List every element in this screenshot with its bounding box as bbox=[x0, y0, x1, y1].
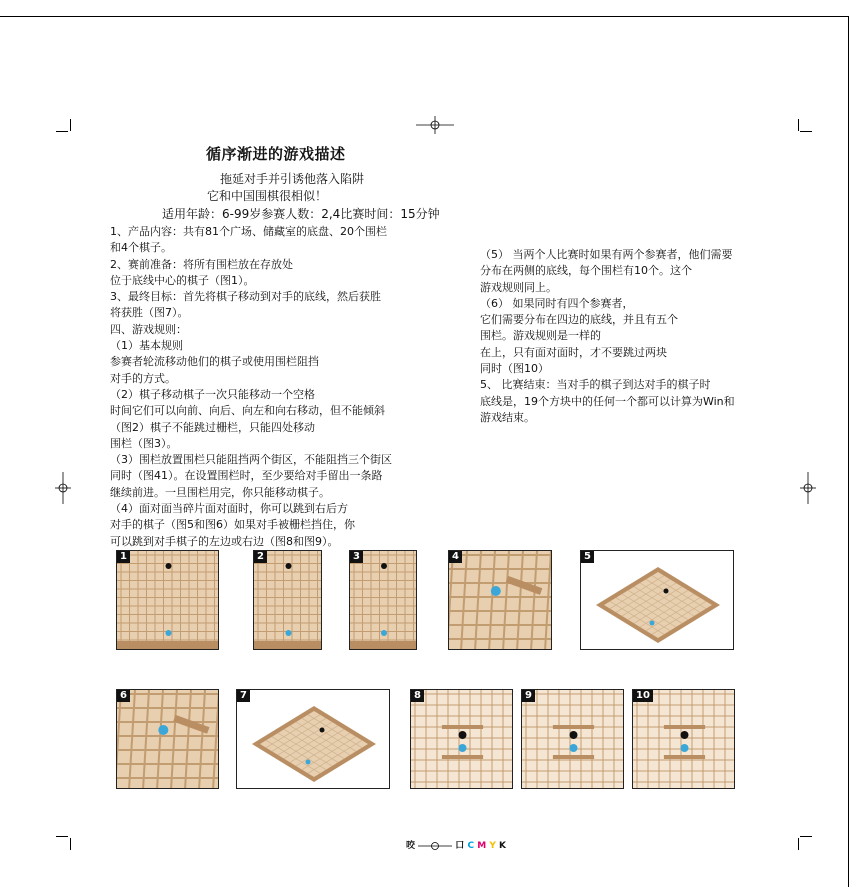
figure-number: 1 bbox=[117, 551, 130, 563]
left-line: 对手的方式。 bbox=[110, 371, 176, 385]
crop-mark-bottom-right-v bbox=[798, 838, 799, 850]
figure-6 bbox=[116, 689, 219, 789]
registration-mark-left bbox=[55, 472, 71, 504]
figure-image bbox=[237, 690, 390, 789]
crop-mark-bottom-left-v bbox=[70, 838, 71, 850]
left-line: 位于底线中心的棋子（图1）。 bbox=[110, 273, 255, 287]
left-line: 2、赛前准备：将所有围栏放在存放处 bbox=[110, 257, 293, 271]
footer-box: 口 bbox=[455, 841, 465, 851]
figure-2 bbox=[253, 550, 322, 650]
right-line: （6） 如果同时有四个参赛者， bbox=[480, 296, 634, 310]
right-column bbox=[480, 247, 735, 426]
right-line: 底线是，19个方块中的任何一个都可以计算为Win和 bbox=[480, 394, 735, 408]
left-line: 对手的棋子（图5和图6）如果对手被栅栏挡住，你 bbox=[110, 518, 355, 532]
left-column bbox=[110, 224, 392, 550]
figure-8 bbox=[410, 689, 513, 789]
left-line: （3）围栏放置围栏只能阻挡两个街区，不能阻挡三个街区 bbox=[110, 453, 392, 467]
figure-image bbox=[633, 690, 735, 789]
left-line: 将获胜（图7）。 bbox=[110, 306, 189, 320]
subtitle-2: 它和中国围棋很相似！ bbox=[207, 189, 328, 203]
figure-number: 10 bbox=[633, 690, 653, 702]
figure-1 bbox=[116, 550, 219, 650]
figure-image bbox=[581, 551, 734, 650]
right-line: 在上，只有面对面时，才不要跳过两块 bbox=[480, 345, 667, 359]
crop-mark-bottom-left bbox=[56, 836, 68, 837]
registration-mark-top bbox=[416, 116, 454, 134]
figure-number: 8 bbox=[411, 690, 424, 702]
figure-number: 6 bbox=[117, 690, 130, 702]
figure-9 bbox=[521, 689, 624, 789]
crop-mark-top-left bbox=[56, 131, 68, 132]
left-line: （4）面对面当碎片面对面时，你可以跳到右后方 bbox=[110, 502, 348, 516]
yellow-label: Y bbox=[489, 841, 496, 851]
figure-image bbox=[117, 551, 219, 650]
left-line: 围栏（图3）。 bbox=[110, 436, 178, 450]
right-line: 游戏规则同上。 bbox=[480, 280, 557, 294]
right-line: 5、 比赛结束：当对手的棋子到达对手的棋子时 bbox=[480, 378, 711, 392]
print-color-bar bbox=[406, 838, 506, 851]
figure-10 bbox=[632, 689, 735, 789]
crop-mark-top-left-v bbox=[70, 119, 71, 131]
black-label: K bbox=[498, 841, 506, 851]
left-line: 参赛者轮流移动他们的棋子或使用围栏阻挡 bbox=[110, 355, 319, 369]
figure-7 bbox=[236, 689, 390, 789]
crop-mark-bottom-right bbox=[800, 836, 812, 837]
figure-4 bbox=[448, 550, 552, 650]
figure-number: 2 bbox=[254, 551, 267, 563]
left-line: 继续前进。一旦围栏用完，你只能移动棋子。 bbox=[110, 485, 330, 499]
figure-number: 5 bbox=[581, 551, 594, 563]
registration-mark-bottom bbox=[418, 841, 452, 851]
left-line: （2）棋子移动棋子一次只能移动一个空格 bbox=[110, 387, 315, 401]
meta-line: 适用年龄：6-99岁参赛人数：2,4比赛时间：15分钟 bbox=[162, 207, 440, 221]
left-line: 1、产品内容：共有81个广场、储藏室的底盘、20个围栏 bbox=[110, 225, 387, 238]
magenta-label: M bbox=[477, 841, 487, 851]
figure-image bbox=[411, 690, 513, 789]
left-line: （1）基本规则 bbox=[110, 339, 183, 353]
crop-mark-top-right bbox=[800, 131, 812, 132]
left-line: 时间它们可以向前、向后、向左和向右移动，但不能倾斜 bbox=[110, 404, 385, 418]
crop-mark-top-right-v bbox=[798, 119, 799, 131]
figure-number: 4 bbox=[449, 551, 462, 563]
figure-number: 3 bbox=[350, 551, 363, 563]
figure-number: 9 bbox=[522, 690, 535, 702]
left-line: 和4个棋子。 bbox=[110, 241, 172, 255]
right-line: （5） 当两个人比赛时如果有两个参赛者，他们需要 bbox=[480, 248, 733, 261]
left-line: 四、游戏规则： bbox=[110, 322, 187, 336]
registration-mark-right bbox=[800, 472, 816, 504]
figure-image bbox=[350, 551, 417, 650]
figure-number: 7 bbox=[237, 690, 250, 702]
right-line: 围栏。游戏规则是一样的 bbox=[480, 329, 601, 343]
left-line: 同时（图41）。在设置围栏时，至少要给对手留出一条路 bbox=[110, 469, 383, 483]
footer-prefix: 咬 bbox=[406, 841, 416, 851]
figure-image bbox=[449, 551, 552, 650]
figure-5 bbox=[580, 550, 734, 650]
right-line: 同时（图10） bbox=[480, 362, 549, 376]
figure-image bbox=[522, 690, 624, 789]
figure-3 bbox=[349, 550, 417, 650]
figure-image bbox=[254, 551, 322, 650]
page-title: 循序渐进的游戏描述 bbox=[206, 145, 346, 163]
right-line: 它们需要分布在四边的底线，并且有五个 bbox=[480, 313, 678, 327]
left-line: 可以跳到对手棋子的左边或右边（图8和图9）。 bbox=[110, 534, 339, 548]
subtitle-1: 拖延对手并引诱他落入陷阱 bbox=[220, 172, 365, 186]
cyan-label: C bbox=[467, 841, 475, 851]
right-line: 分布在两侧的底线，每个围栏有10个。这个 bbox=[480, 264, 692, 278]
right-line: 游戏结束。 bbox=[480, 410, 535, 424]
left-line: 3、最终目标：首先将棋子移动到对手的底线，然后获胜 bbox=[110, 290, 381, 304]
figure-image bbox=[117, 690, 219, 789]
left-line: （图2）棋子不能跳过栅栏，只能四处移动 bbox=[110, 420, 315, 434]
